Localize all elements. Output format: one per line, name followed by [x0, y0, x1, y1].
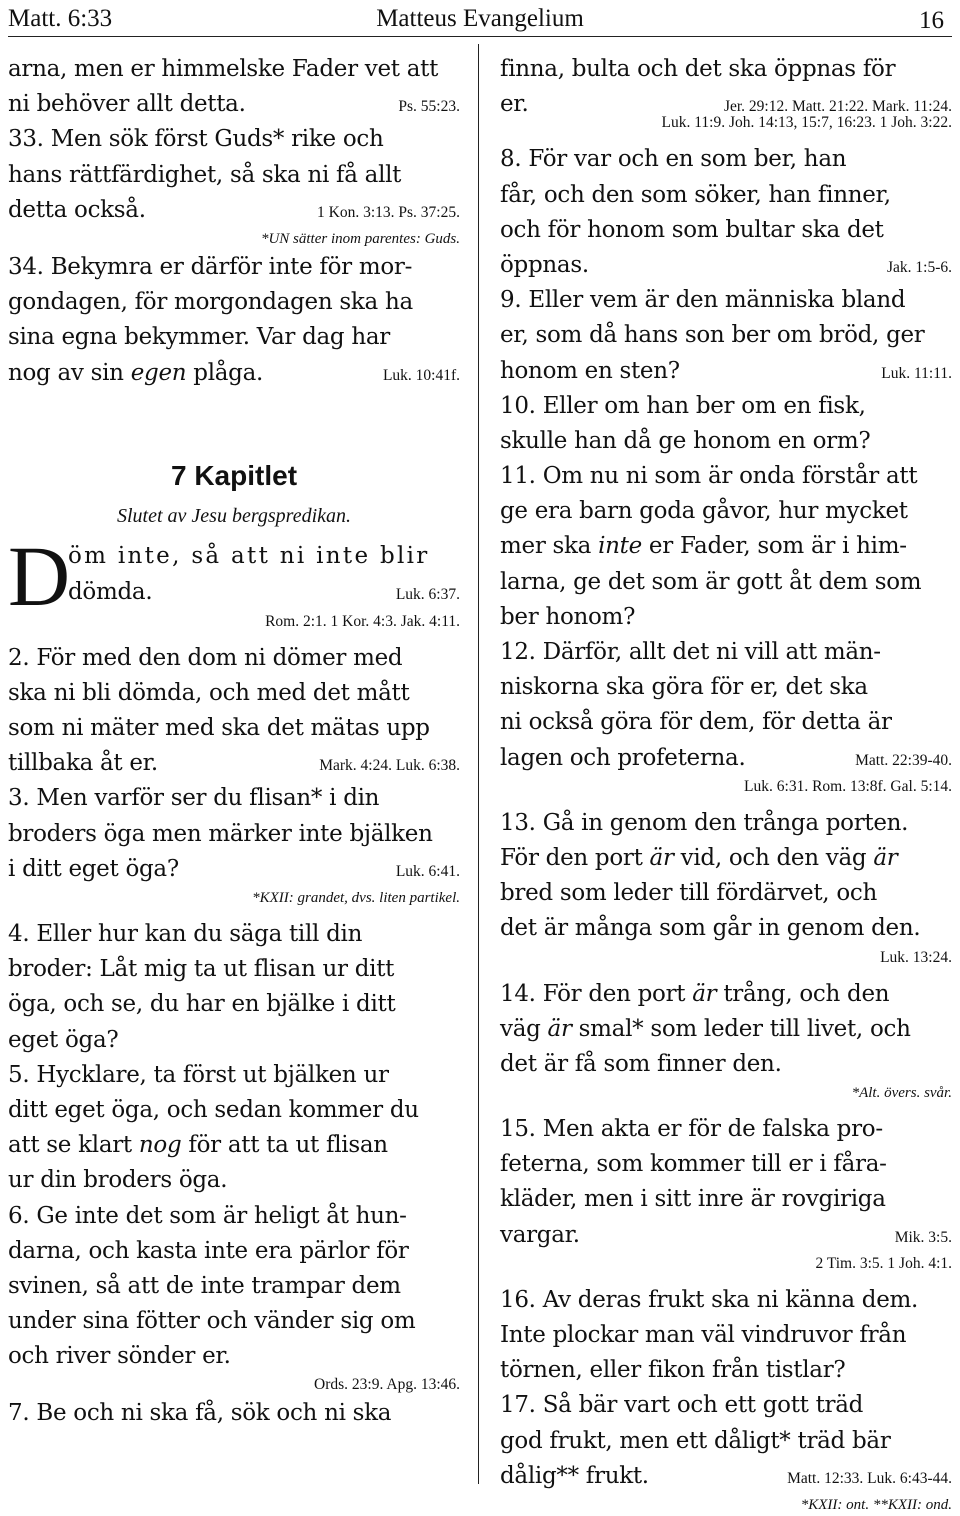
text-line: dömda. Luk. 6:37.: [8, 575, 460, 610]
text-line: ska ni bli dömda, och med det mått: [8, 679, 410, 706]
text-line: arna, men er himmelske Fader vet att: [8, 56, 439, 82]
cross-reference: Luk. 6:31. Rom. 13:8f. Gal. 5:14.: [744, 777, 952, 795]
text-line: er, som då hans son ber om bröd, ger: [500, 322, 925, 349]
text-line: i ditt eget öga? Luk. 6:41.: [8, 852, 460, 887]
text-line: ni behöver allt detta. Ps. 55:23.: [8, 87, 460, 122]
left-column: [8, 52, 460, 1432]
cross-reference: Jer. 29:12. Matt. 21:22. Mark. 11:24.: [723, 98, 952, 116]
text-line: ditt eget öga, och sedan kommer du: [8, 1096, 419, 1123]
text-line: kläder, men i sitt inre är rovgiriga: [500, 1186, 886, 1213]
verse-8: 8. För var och en som ber, han: [500, 146, 847, 173]
text-line: och för honom som bultar ska det: [500, 216, 884, 243]
chapter-heading: 7 Kapitlet: [170, 459, 298, 491]
cross-reference: Luk. 6:37.: [395, 585, 460, 603]
verse-5: 5. Hycklare, ta först ut bjälken ur: [8, 1061, 389, 1088]
verse-10: 10. Eller om han ber om en fisk,: [500, 392, 866, 419]
text-line: detta också. 1 Kon. 3:13. Ps. 37:25.: [8, 193, 460, 228]
cross-reference: Matt. 22:39-40.: [855, 751, 952, 769]
cross-reference: 2 Tim. 3:5. 1 Joh. 4:1.: [815, 1254, 952, 1272]
verse-33: 33. Men sök först Guds* rike och: [8, 126, 384, 153]
cross-reference: Rom. 2:1. 1 Kor. 4:3. Jak. 4:11.: [265, 612, 460, 630]
footnote: *UN sätter inom parentes: Guds.: [260, 230, 460, 247]
verse-4: 4. Eller hur kan du säga till din: [8, 921, 363, 947]
text-line: mer ska inte er Fader, som är i him-: [500, 533, 907, 560]
cross-reference: Mark. 4:24. Luk. 6:38.: [319, 757, 460, 775]
footnote: *KXII: grandet, dvs. liten partikel.: [252, 890, 460, 906]
verse-9: 9. Eller vem är den människa bland: [500, 287, 906, 314]
verse-17: 17. Så bär vart och ett gott träd: [500, 1392, 864, 1419]
text-line: För den port är vid, och den väg är: [500, 844, 898, 871]
text-line: ber honom?: [500, 603, 636, 630]
verse-14: 14. För den port är trång, och den: [500, 980, 890, 1007]
text-line: gondagen, för morgondagen ska ha: [8, 289, 413, 316]
cross-reference: Luk. 13:24.: [880, 948, 952, 966]
footnote: *Alt. övers. svår.: [851, 1085, 952, 1102]
page-number: 16: [919, 7, 944, 34]
cross-reference: Luk. 6:41.: [395, 862, 460, 880]
text-line: broders öga men märker inte bjälken: [8, 820, 433, 847]
verse-16: 16. Av deras frukt ska ni känna dem.: [500, 1286, 919, 1313]
chapter-subtitle: Slutet av Jesu bergspredikan.: [116, 504, 351, 527]
text-line: honom en sten? Luk. 11:11.: [500, 354, 952, 389]
text-line: öga, och se, du har en bjälke i ditt: [8, 991, 396, 1018]
running-head-book-title: Matteus Evangelium: [376, 5, 584, 32]
verse-13: 13. Gå in genom den trånga porten.: [500, 809, 909, 836]
text-line: får, och den som söker, han finner,: [500, 181, 891, 208]
verse-2: 2. För med den dom ni dömer med: [8, 644, 403, 671]
text-line: som ni mäter med ska det mätas upp: [8, 715, 430, 742]
cross-reference: Ps. 55:23.: [398, 98, 460, 116]
drop-cap: D: [8, 527, 71, 624]
text-line: ur din broders öga.: [8, 1167, 228, 1194]
text-line: bred som leder till fördärvet, och: [500, 880, 877, 907]
text-line: vargar. Mik. 3:5.: [500, 1218, 952, 1253]
text-line: öppnas. Jak. 1:5-6.: [500, 248, 952, 283]
text-line: väg är smal* som leder till livet, och: [500, 1015, 911, 1042]
text-line: det är många som går in genom den.: [500, 915, 921, 942]
text-line: det är få som finner den.: [500, 1050, 782, 1077]
text-line: niskorna ska göra för er, det ska: [500, 674, 868, 701]
header-rule: [8, 36, 952, 37]
text-line: tillbaka åt er. Mark. 4:24. Luk. 6:38.: [8, 746, 460, 781]
cross-reference: Ords. 23:9. Apg. 13:46.: [314, 1376, 460, 1394]
cross-reference: Luk. 11:9. Joh. 14:13, 15:7, 16:23. 1 Joh. 3:22.: [661, 114, 952, 132]
text-line: att se klart nog för att ta ut flisan: [8, 1132, 388, 1159]
text-line: god frukt, men ett dåligt* träd bär: [500, 1427, 891, 1454]
text-line: svinen, så att de inte trampar dem: [8, 1272, 401, 1299]
text-line: ni också göra för dem, för detta är: [500, 709, 892, 736]
verse-15: 15. Men akta er för de falska pro-: [500, 1116, 883, 1143]
text-line: broder: Låt mig ta ut flisan ur ditt: [8, 956, 395, 983]
text-line: feterna, som kommer till er i fåra-: [500, 1151, 887, 1178]
footnote: *KXII: ont. **KXII: ond.: [800, 1496, 952, 1513]
text-line: nog av sin egen plåga. Luk. 10:41f.: [8, 356, 460, 391]
running-head-reference: Matt. 6:33: [8, 5, 113, 32]
cross-reference: Jak. 1:5-6.: [886, 258, 952, 276]
verse-6: 6. Ge inte det som är heligt åt hun-: [8, 1202, 407, 1229]
text-line: hans rättfärdighet, så ska ni få allt: [8, 161, 402, 188]
text-line: dålig** frukt. Matt. 12:33. Luk. 6:43-44.: [500, 1459, 952, 1494]
page-header: [8, 0, 952, 34]
text-line: larna, ge det som är gott åt dem som: [500, 568, 922, 595]
verse-12: 12. Därför, allt det ni vill att män-: [500, 639, 881, 665]
cross-reference: Luk. 10:41f.: [382, 366, 460, 384]
cross-reference: Matt. 12:33. Luk. 6:43-44.: [787, 1469, 952, 1487]
text-line: eget öga?: [8, 1026, 119, 1053]
verse-34: 34. Bekymra er därför inte för mor-: [8, 253, 413, 280]
text-line: er. Jer. 29:12. Matt. 21:22. Mark. 11:24.: [500, 87, 952, 122]
right-column: [500, 52, 952, 1516]
text-line: Inte plockar man väl vindruvor från: [500, 1322, 907, 1348]
cross-reference: 1 Kon. 3:13. Ps. 37:25.: [317, 203, 460, 221]
text-line: finna, bulta och det ska öppnas för: [500, 56, 896, 82]
cross-reference: Mik. 3:5.: [894, 1228, 952, 1246]
text-line: darna, och kasta inte era pärlor för: [8, 1237, 409, 1264]
text-line: törnen, eller fikon från tistlar?: [500, 1357, 846, 1384]
text-line: under sina fötter och vänder sig om: [8, 1308, 416, 1335]
text-line: skulle han då ge honom en orm?: [500, 427, 871, 454]
text-line: ge era barn goda gåvor, hur mycket: [500, 498, 908, 525]
text-line: lagen och profeterna. Matt. 22:39-40.: [500, 741, 952, 776]
text-line: och river sönder er.: [8, 1343, 231, 1370]
column-divider: [478, 44, 479, 1484]
text-line: öm inte, så att ni inte blir: [68, 542, 430, 569]
text-line: sina egna bekymmer. Var dag har: [8, 324, 390, 351]
verse-7: 7. Be och ni ska få, sök och ni ska: [8, 1400, 392, 1427]
verse-11: 11. Om nu ni som är onda förstår att: [500, 463, 918, 490]
verse-3: 3. Men varför ser du flisan* i din: [8, 785, 380, 812]
cross-reference: Luk. 11:11.: [881, 364, 952, 382]
